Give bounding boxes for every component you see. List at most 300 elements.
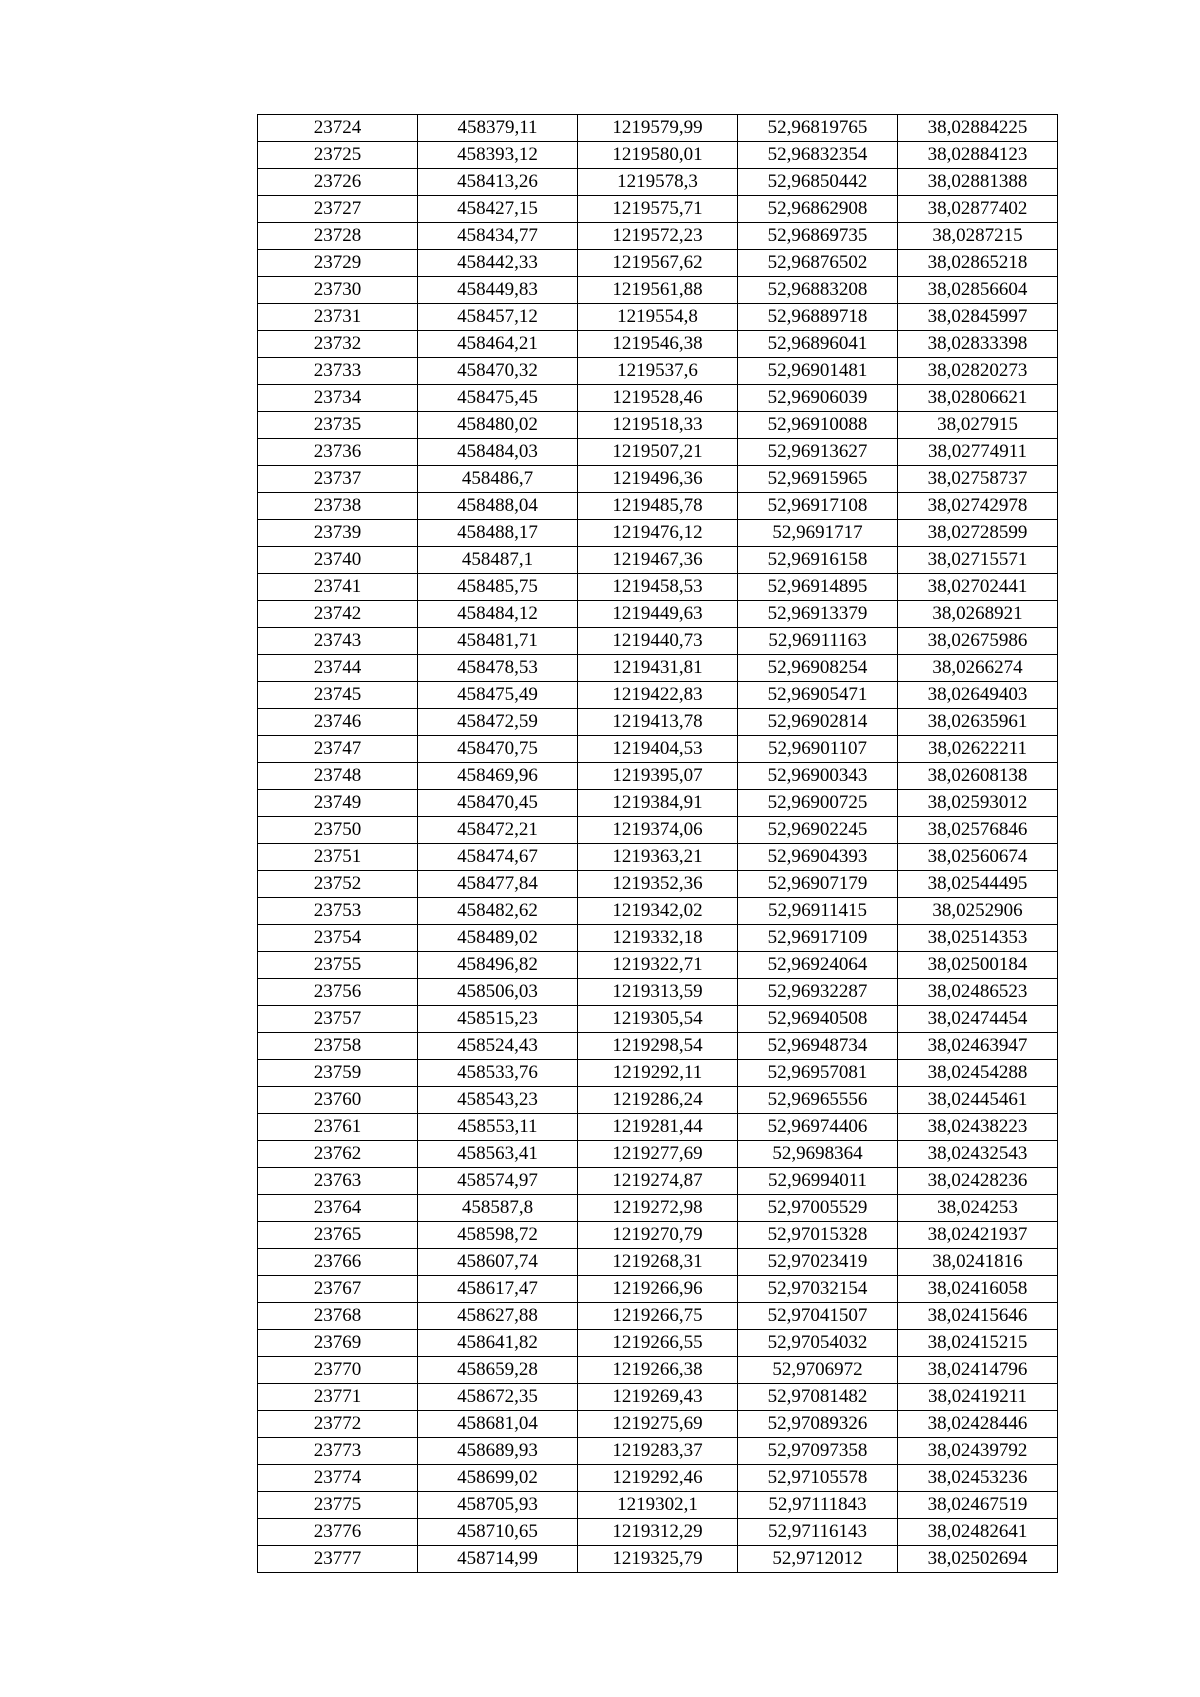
x-coordinate-cell: 458487,1 xyxy=(418,547,578,574)
point-number-cell: 23731 xyxy=(258,304,418,331)
table-row xyxy=(258,385,1058,412)
latitude-cell: 52,96940508 xyxy=(738,1006,898,1033)
y-coordinate-cell: 1219286,24 xyxy=(578,1087,738,1114)
latitude-cell: 52,96905471 xyxy=(738,682,898,709)
point-number-cell: 23775 xyxy=(258,1492,418,1519)
table-row xyxy=(258,250,1058,277)
x-coordinate-cell: 458488,04 xyxy=(418,493,578,520)
point-number-cell: 23764 xyxy=(258,1195,418,1222)
point-number-cell: 23733 xyxy=(258,358,418,385)
x-coordinate-cell: 458496,82 xyxy=(418,952,578,979)
y-coordinate-cell: 1219283,37 xyxy=(578,1438,738,1465)
y-coordinate-cell: 1219467,36 xyxy=(578,547,738,574)
latitude-cell: 52,96907179 xyxy=(738,871,898,898)
latitude-cell: 52,96914895 xyxy=(738,574,898,601)
y-coordinate-cell: 1219404,53 xyxy=(578,736,738,763)
y-coordinate-cell: 1219292,46 xyxy=(578,1465,738,1492)
point-number-cell: 23739 xyxy=(258,520,418,547)
y-coordinate-cell: 1219266,55 xyxy=(578,1330,738,1357)
longitude-cell: 38,02438223 xyxy=(898,1114,1058,1141)
x-coordinate-cell: 458472,59 xyxy=(418,709,578,736)
table-row xyxy=(258,115,1058,142)
y-coordinate-cell: 1219322,71 xyxy=(578,952,738,979)
table-row xyxy=(258,574,1058,601)
x-coordinate-cell: 458475,45 xyxy=(418,385,578,412)
latitude-cell: 52,96974406 xyxy=(738,1114,898,1141)
y-coordinate-cell: 1219431,81 xyxy=(578,655,738,682)
x-coordinate-cell: 458482,62 xyxy=(418,898,578,925)
x-coordinate-cell: 458475,49 xyxy=(418,682,578,709)
y-coordinate-cell: 1219579,99 xyxy=(578,115,738,142)
point-number-cell: 23729 xyxy=(258,250,418,277)
longitude-cell: 38,02544495 xyxy=(898,871,1058,898)
table-row xyxy=(258,169,1058,196)
point-number-cell: 23736 xyxy=(258,439,418,466)
latitude-cell: 52,97081482 xyxy=(738,1384,898,1411)
table-row xyxy=(258,1141,1058,1168)
y-coordinate-cell: 1219537,6 xyxy=(578,358,738,385)
latitude-cell: 52,96902245 xyxy=(738,817,898,844)
y-coordinate-cell: 1219363,21 xyxy=(578,844,738,871)
latitude-cell: 52,96913627 xyxy=(738,439,898,466)
latitude-cell: 52,97105578 xyxy=(738,1465,898,1492)
longitude-cell: 38,02474454 xyxy=(898,1006,1058,1033)
table-row xyxy=(258,142,1058,169)
point-number-cell: 23759 xyxy=(258,1060,418,1087)
latitude-cell: 52,96904393 xyxy=(738,844,898,871)
longitude-cell: 38,02758737 xyxy=(898,466,1058,493)
point-number-cell: 23741 xyxy=(258,574,418,601)
point-number-cell: 23769 xyxy=(258,1330,418,1357)
table-row xyxy=(258,358,1058,385)
x-coordinate-cell: 458641,82 xyxy=(418,1330,578,1357)
point-number-cell: 23762 xyxy=(258,1141,418,1168)
latitude-cell: 52,96900725 xyxy=(738,790,898,817)
point-number-cell: 23727 xyxy=(258,196,418,223)
point-number-cell: 23752 xyxy=(258,871,418,898)
x-coordinate-cell: 458681,04 xyxy=(418,1411,578,1438)
x-coordinate-cell: 458533,76 xyxy=(418,1060,578,1087)
latitude-cell: 52,96900343 xyxy=(738,763,898,790)
table-row xyxy=(258,196,1058,223)
latitude-cell: 52,96876502 xyxy=(738,250,898,277)
table-row xyxy=(258,1492,1058,1519)
longitude-cell: 38,02608138 xyxy=(898,763,1058,790)
longitude-cell: 38,027915 xyxy=(898,412,1058,439)
point-number-cell: 23765 xyxy=(258,1222,418,1249)
longitude-cell: 38,02453236 xyxy=(898,1465,1058,1492)
table-row xyxy=(258,844,1058,871)
point-number-cell: 23740 xyxy=(258,547,418,574)
table-row xyxy=(258,1114,1058,1141)
point-number-cell: 23757 xyxy=(258,1006,418,1033)
latitude-cell: 52,96913379 xyxy=(738,601,898,628)
longitude-cell: 38,02833398 xyxy=(898,331,1058,358)
latitude-cell: 52,97089326 xyxy=(738,1411,898,1438)
y-coordinate-cell: 1219269,43 xyxy=(578,1384,738,1411)
y-coordinate-cell: 1219305,54 xyxy=(578,1006,738,1033)
latitude-cell: 52,96957081 xyxy=(738,1060,898,1087)
latitude-cell: 52,97005529 xyxy=(738,1195,898,1222)
y-coordinate-cell: 1219567,62 xyxy=(578,250,738,277)
table-row xyxy=(258,709,1058,736)
longitude-cell: 38,02884123 xyxy=(898,142,1058,169)
x-coordinate-cell: 458477,84 xyxy=(418,871,578,898)
latitude-cell: 52,9691717 xyxy=(738,520,898,547)
point-number-cell: 23773 xyxy=(258,1438,418,1465)
x-coordinate-cell: 458457,12 xyxy=(418,304,578,331)
x-coordinate-cell: 458714,99 xyxy=(418,1546,578,1573)
longitude-cell: 38,02593012 xyxy=(898,790,1058,817)
longitude-cell: 38,02635961 xyxy=(898,709,1058,736)
latitude-cell: 52,97111843 xyxy=(738,1492,898,1519)
point-number-cell: 23772 xyxy=(258,1411,418,1438)
x-coordinate-cell: 458486,7 xyxy=(418,466,578,493)
y-coordinate-cell: 1219270,79 xyxy=(578,1222,738,1249)
y-coordinate-cell: 1219580,01 xyxy=(578,142,738,169)
point-number-cell: 23744 xyxy=(258,655,418,682)
x-coordinate-cell: 458524,43 xyxy=(418,1033,578,1060)
x-coordinate-cell: 458434,77 xyxy=(418,223,578,250)
y-coordinate-cell: 1219449,63 xyxy=(578,601,738,628)
point-number-cell: 23767 xyxy=(258,1276,418,1303)
point-number-cell: 23732 xyxy=(258,331,418,358)
table-row xyxy=(258,277,1058,304)
y-coordinate-cell: 1219554,8 xyxy=(578,304,738,331)
x-coordinate-cell: 458659,28 xyxy=(418,1357,578,1384)
x-coordinate-cell: 458489,02 xyxy=(418,925,578,952)
point-number-cell: 23763 xyxy=(258,1168,418,1195)
table-row xyxy=(258,952,1058,979)
x-coordinate-cell: 458699,02 xyxy=(418,1465,578,1492)
y-coordinate-cell: 1219281,44 xyxy=(578,1114,738,1141)
longitude-cell: 38,02463947 xyxy=(898,1033,1058,1060)
x-coordinate-cell: 458478,53 xyxy=(418,655,578,682)
y-coordinate-cell: 1219546,38 xyxy=(578,331,738,358)
latitude-cell: 52,96906039 xyxy=(738,385,898,412)
x-coordinate-cell: 458469,96 xyxy=(418,763,578,790)
latitude-cell: 52,96994011 xyxy=(738,1168,898,1195)
y-coordinate-cell: 1219384,91 xyxy=(578,790,738,817)
y-coordinate-cell: 1219395,07 xyxy=(578,763,738,790)
y-coordinate-cell: 1219302,1 xyxy=(578,1492,738,1519)
latitude-cell: 52,97032154 xyxy=(738,1276,898,1303)
longitude-cell: 38,02622211 xyxy=(898,736,1058,763)
x-coordinate-cell: 458506,03 xyxy=(418,979,578,1006)
point-number-cell: 23750 xyxy=(258,817,418,844)
point-number-cell: 23771 xyxy=(258,1384,418,1411)
longitude-cell: 38,02416058 xyxy=(898,1276,1058,1303)
y-coordinate-cell: 1219578,3 xyxy=(578,169,738,196)
longitude-cell: 38,0266274 xyxy=(898,655,1058,682)
x-coordinate-cell: 458442,33 xyxy=(418,250,578,277)
longitude-cell: 38,02415646 xyxy=(898,1303,1058,1330)
longitude-cell: 38,02560674 xyxy=(898,844,1058,871)
y-coordinate-cell: 1219352,36 xyxy=(578,871,738,898)
x-coordinate-cell: 458553,11 xyxy=(418,1114,578,1141)
latitude-cell: 52,96850442 xyxy=(738,169,898,196)
x-coordinate-cell: 458379,11 xyxy=(418,115,578,142)
y-coordinate-cell: 1219458,53 xyxy=(578,574,738,601)
y-coordinate-cell: 1219266,75 xyxy=(578,1303,738,1330)
latitude-cell: 52,96917108 xyxy=(738,493,898,520)
table-row xyxy=(258,1303,1058,1330)
longitude-cell: 38,02649403 xyxy=(898,682,1058,709)
y-coordinate-cell: 1219277,69 xyxy=(578,1141,738,1168)
longitude-cell: 38,02439792 xyxy=(898,1438,1058,1465)
table-row xyxy=(258,817,1058,844)
longitude-cell: 38,02820273 xyxy=(898,358,1058,385)
x-coordinate-cell: 458413,26 xyxy=(418,169,578,196)
longitude-cell: 38,02454288 xyxy=(898,1060,1058,1087)
point-number-cell: 23725 xyxy=(258,142,418,169)
table-row xyxy=(258,1519,1058,1546)
y-coordinate-cell: 1219507,21 xyxy=(578,439,738,466)
longitude-cell: 38,02877402 xyxy=(898,196,1058,223)
point-number-cell: 23734 xyxy=(258,385,418,412)
point-number-cell: 23749 xyxy=(258,790,418,817)
latitude-cell: 52,9712012 xyxy=(738,1546,898,1573)
point-number-cell: 23737 xyxy=(258,466,418,493)
point-number-cell: 23730 xyxy=(258,277,418,304)
point-number-cell: 23743 xyxy=(258,628,418,655)
table-row xyxy=(258,1060,1058,1087)
longitude-cell: 38,02467519 xyxy=(898,1492,1058,1519)
y-coordinate-cell: 1219266,38 xyxy=(578,1357,738,1384)
latitude-cell: 52,96924064 xyxy=(738,952,898,979)
latitude-cell: 52,97116143 xyxy=(738,1519,898,1546)
x-coordinate-cell: 458470,32 xyxy=(418,358,578,385)
longitude-cell: 38,02881388 xyxy=(898,169,1058,196)
longitude-cell: 38,02675986 xyxy=(898,628,1058,655)
latitude-cell: 52,96915965 xyxy=(738,466,898,493)
point-number-cell: 23770 xyxy=(258,1357,418,1384)
longitude-cell: 38,0287215 xyxy=(898,223,1058,250)
point-number-cell: 23728 xyxy=(258,223,418,250)
latitude-cell: 52,96965556 xyxy=(738,1087,898,1114)
longitude-cell: 38,0252906 xyxy=(898,898,1058,925)
x-coordinate-cell: 458689,93 xyxy=(418,1438,578,1465)
y-coordinate-cell: 1219292,11 xyxy=(578,1060,738,1087)
longitude-cell: 38,02419211 xyxy=(898,1384,1058,1411)
y-coordinate-cell: 1219413,78 xyxy=(578,709,738,736)
point-number-cell: 23745 xyxy=(258,682,418,709)
table-row xyxy=(258,1411,1058,1438)
y-coordinate-cell: 1219575,71 xyxy=(578,196,738,223)
x-coordinate-cell: 458470,75 xyxy=(418,736,578,763)
table-row xyxy=(258,1222,1058,1249)
table-row xyxy=(258,1006,1058,1033)
latitude-cell: 52,96832354 xyxy=(738,142,898,169)
longitude-cell: 38,02445461 xyxy=(898,1087,1058,1114)
x-coordinate-cell: 458485,75 xyxy=(418,574,578,601)
latitude-cell: 52,96902814 xyxy=(738,709,898,736)
table-row xyxy=(258,466,1058,493)
longitude-cell: 38,02502694 xyxy=(898,1546,1058,1573)
longitude-cell: 38,02500184 xyxy=(898,952,1058,979)
table-row xyxy=(258,1033,1058,1060)
latitude-cell: 52,96896041 xyxy=(738,331,898,358)
table-row xyxy=(258,601,1058,628)
table-row xyxy=(258,925,1058,952)
point-number-cell: 23766 xyxy=(258,1249,418,1276)
table-row xyxy=(258,1465,1058,1492)
longitude-cell: 38,02486523 xyxy=(898,979,1058,1006)
longitude-cell: 38,02514353 xyxy=(898,925,1058,952)
longitude-cell: 38,02428446 xyxy=(898,1411,1058,1438)
x-coordinate-cell: 458393,12 xyxy=(418,142,578,169)
latitude-cell: 52,96932287 xyxy=(738,979,898,1006)
latitude-cell: 52,96869735 xyxy=(738,223,898,250)
table-row xyxy=(258,1546,1058,1573)
latitude-cell: 52,96917109 xyxy=(738,925,898,952)
longitude-cell: 38,0268921 xyxy=(898,601,1058,628)
table-row xyxy=(258,898,1058,925)
longitude-cell: 38,02576846 xyxy=(898,817,1058,844)
point-number-cell: 23742 xyxy=(258,601,418,628)
x-coordinate-cell: 458705,93 xyxy=(418,1492,578,1519)
table-row xyxy=(258,871,1058,898)
y-coordinate-cell: 1219440,73 xyxy=(578,628,738,655)
point-number-cell: 23768 xyxy=(258,1303,418,1330)
table-row xyxy=(258,412,1058,439)
x-coordinate-cell: 458474,67 xyxy=(418,844,578,871)
latitude-cell: 52,96908254 xyxy=(738,655,898,682)
point-number-cell: 23756 xyxy=(258,979,418,1006)
y-coordinate-cell: 1219496,36 xyxy=(578,466,738,493)
table-row xyxy=(258,655,1058,682)
y-coordinate-cell: 1219266,96 xyxy=(578,1276,738,1303)
longitude-cell: 38,02482641 xyxy=(898,1519,1058,1546)
y-coordinate-cell: 1219332,18 xyxy=(578,925,738,952)
point-number-cell: 23751 xyxy=(258,844,418,871)
y-coordinate-cell: 1219275,69 xyxy=(578,1411,738,1438)
longitude-cell: 38,02865218 xyxy=(898,250,1058,277)
latitude-cell: 52,97023419 xyxy=(738,1249,898,1276)
longitude-cell: 38,02728599 xyxy=(898,520,1058,547)
latitude-cell: 52,96948734 xyxy=(738,1033,898,1060)
y-coordinate-cell: 1219312,29 xyxy=(578,1519,738,1546)
x-coordinate-cell: 458488,17 xyxy=(418,520,578,547)
latitude-cell: 52,96889718 xyxy=(738,304,898,331)
point-number-cell: 23735 xyxy=(258,412,418,439)
x-coordinate-cell: 458710,65 xyxy=(418,1519,578,1546)
longitude-cell: 38,02845997 xyxy=(898,304,1058,331)
longitude-cell: 38,02884225 xyxy=(898,115,1058,142)
longitude-cell: 38,02428236 xyxy=(898,1168,1058,1195)
point-number-cell: 23724 xyxy=(258,115,418,142)
longitude-cell: 38,02415215 xyxy=(898,1330,1058,1357)
latitude-cell: 52,97097358 xyxy=(738,1438,898,1465)
point-number-cell: 23777 xyxy=(258,1546,418,1573)
table-row xyxy=(258,1195,1058,1222)
x-coordinate-cell: 458484,12 xyxy=(418,601,578,628)
y-coordinate-cell: 1219298,54 xyxy=(578,1033,738,1060)
longitude-cell: 38,02806621 xyxy=(898,385,1058,412)
table-row xyxy=(258,223,1058,250)
table-row xyxy=(258,628,1058,655)
point-number-cell: 23748 xyxy=(258,763,418,790)
longitude-cell: 38,02742978 xyxy=(898,493,1058,520)
x-coordinate-cell: 458607,74 xyxy=(418,1249,578,1276)
x-coordinate-cell: 458481,71 xyxy=(418,628,578,655)
x-coordinate-cell: 458480,02 xyxy=(418,412,578,439)
latitude-cell: 52,96911415 xyxy=(738,898,898,925)
y-coordinate-cell: 1219342,02 xyxy=(578,898,738,925)
y-coordinate-cell: 1219268,31 xyxy=(578,1249,738,1276)
point-number-cell: 23726 xyxy=(258,169,418,196)
x-coordinate-cell: 458598,72 xyxy=(418,1222,578,1249)
y-coordinate-cell: 1219528,46 xyxy=(578,385,738,412)
point-number-cell: 23755 xyxy=(258,952,418,979)
y-coordinate-cell: 1219561,88 xyxy=(578,277,738,304)
longitude-cell: 38,02856604 xyxy=(898,277,1058,304)
x-coordinate-cell: 458427,15 xyxy=(418,196,578,223)
table-row xyxy=(258,979,1058,1006)
longitude-cell: 38,02702441 xyxy=(898,574,1058,601)
table-row xyxy=(258,1249,1058,1276)
x-coordinate-cell: 458484,03 xyxy=(418,439,578,466)
longitude-cell: 38,024253 xyxy=(898,1195,1058,1222)
table-row xyxy=(258,1168,1058,1195)
longitude-cell: 38,02715571 xyxy=(898,547,1058,574)
point-number-cell: 23776 xyxy=(258,1519,418,1546)
x-coordinate-cell: 458470,45 xyxy=(418,790,578,817)
x-coordinate-cell: 458587,8 xyxy=(418,1195,578,1222)
point-number-cell: 23758 xyxy=(258,1033,418,1060)
table-row xyxy=(258,1438,1058,1465)
table-row xyxy=(258,547,1058,574)
longitude-cell: 38,02774911 xyxy=(898,439,1058,466)
point-number-cell: 23738 xyxy=(258,493,418,520)
table-row xyxy=(258,331,1058,358)
latitude-cell: 52,96911163 xyxy=(738,628,898,655)
longitude-cell: 38,0241816 xyxy=(898,1249,1058,1276)
latitude-cell: 52,96862908 xyxy=(738,196,898,223)
latitude-cell: 52,96883208 xyxy=(738,277,898,304)
table-row xyxy=(258,304,1058,331)
y-coordinate-cell: 1219422,83 xyxy=(578,682,738,709)
y-coordinate-cell: 1219313,59 xyxy=(578,979,738,1006)
latitude-cell: 52,9698364 xyxy=(738,1141,898,1168)
x-coordinate-cell: 458563,41 xyxy=(418,1141,578,1168)
table-row xyxy=(258,790,1058,817)
y-coordinate-cell: 1219272,98 xyxy=(578,1195,738,1222)
y-coordinate-cell: 1219325,79 xyxy=(578,1546,738,1573)
y-coordinate-cell: 1219572,23 xyxy=(578,223,738,250)
longitude-cell: 38,02421937 xyxy=(898,1222,1058,1249)
table-row xyxy=(258,736,1058,763)
latitude-cell: 52,96901481 xyxy=(738,358,898,385)
latitude-cell: 52,9706972 xyxy=(738,1357,898,1384)
table-row xyxy=(258,1357,1058,1384)
longitude-cell: 38,02432543 xyxy=(898,1141,1058,1168)
latitude-cell: 52,96901107 xyxy=(738,736,898,763)
longitude-cell: 38,02414796 xyxy=(898,1357,1058,1384)
table-row xyxy=(258,520,1058,547)
point-number-cell: 23753 xyxy=(258,898,418,925)
coordinates-table xyxy=(257,114,1058,1573)
latitude-cell: 52,97054032 xyxy=(738,1330,898,1357)
table-row xyxy=(258,682,1058,709)
point-number-cell: 23754 xyxy=(258,925,418,952)
table-row xyxy=(258,1276,1058,1303)
latitude-cell: 52,96916158 xyxy=(738,547,898,574)
table-row xyxy=(258,763,1058,790)
latitude-cell: 52,97015328 xyxy=(738,1222,898,1249)
x-coordinate-cell: 458627,88 xyxy=(418,1303,578,1330)
coordinates-table-body xyxy=(258,115,1058,1573)
